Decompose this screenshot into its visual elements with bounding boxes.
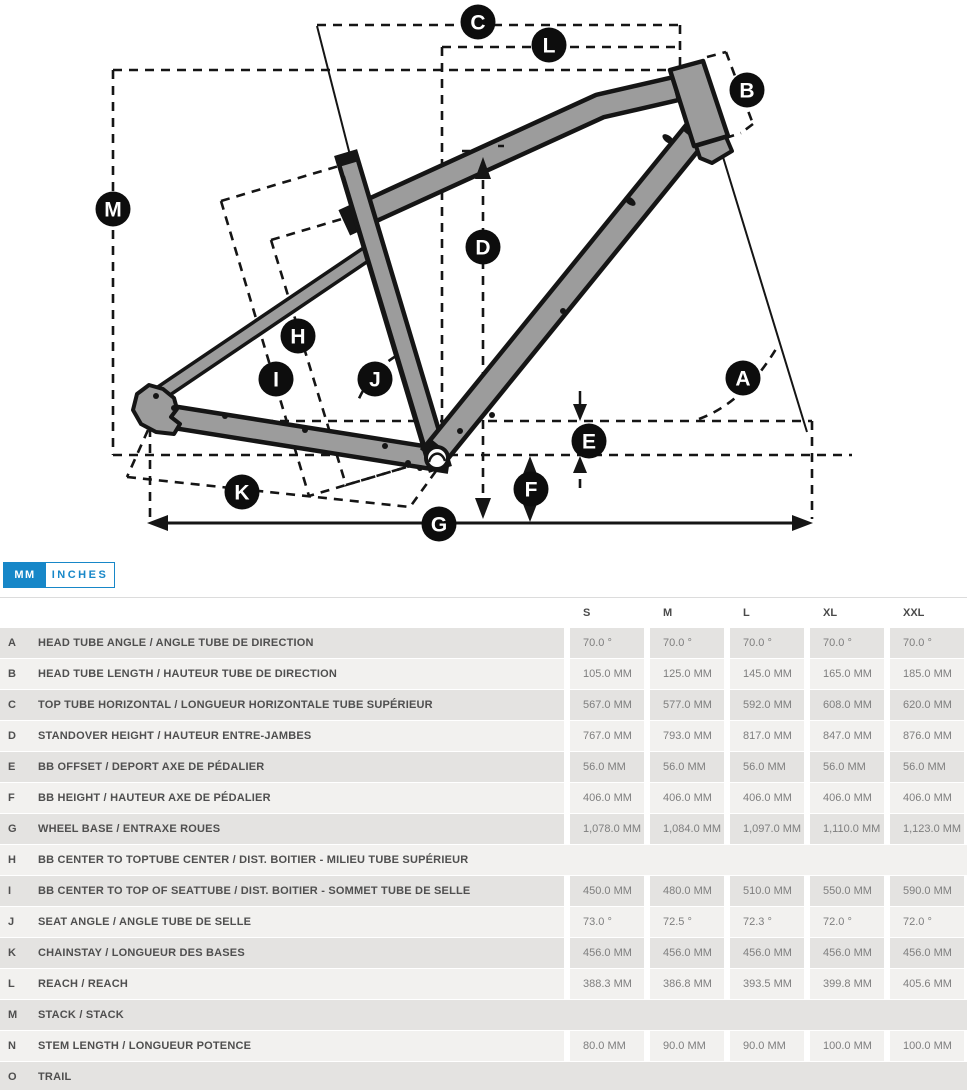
size-column-header: XXL [903,607,925,619]
table-row [0,783,967,813]
row-value: 56.0 MM [570,752,644,782]
row-value: 767.0 MM [570,721,644,751]
row-value: 456.0 MM [890,938,964,968]
row-letter: M [8,1009,18,1021]
row-value: 185.0 MM [890,659,964,689]
badge-B [730,73,765,108]
spec-table-rows [0,628,967,1090]
row-value: 456.0 MM [650,938,724,968]
row-value: 105.0 MM [570,659,644,689]
row-value: 450.0 MM [570,876,644,906]
size-column-header: M [663,607,673,619]
row-label-cell [0,938,564,968]
row-name: BB CENTER TO TOPTUBE CENTER / DIST. BOITIER - MILIEU TUBE SUPÉRIEUR [38,854,469,866]
row-name: CHAINSTAY / LONGUEUR DES BASES [38,947,245,959]
row-value: 165.0 MM [810,659,884,689]
row-label-cell [0,690,564,720]
size-column-header: L [743,607,750,619]
row-name: BB OFFSET / DEPORT AXE DE PÉDALIER [38,761,265,773]
row-name: HEAD TUBE ANGLE / ANGLE TUBE DE DIRECTION [38,637,314,649]
tab-inches[interactable]: INCHES [46,563,114,587]
row-value: 406.0 MM [890,783,964,813]
row-value: 70.0 ° [650,628,724,658]
svg-text:M: M [104,198,122,222]
row-value: 1,078.0 MM [570,814,644,844]
row-name: WHEEL BASE / ENTRAXE ROUES [38,823,221,835]
svg-text:L: L [542,34,556,58]
row-letter: A [8,637,16,649]
badge-K [225,475,260,510]
badge-D [466,230,501,265]
row-value: 406.0 MM [650,783,724,813]
badge-A [726,361,761,396]
row-value: 817.0 MM [730,721,804,751]
row-value: 72.5 ° [650,907,724,937]
geometry-spec-table [0,597,967,1090]
row-letter: L [8,978,15,990]
svg-text:A: A [735,367,751,391]
svg-text:H: H [290,325,306,349]
row-value: 70.0 ° [730,628,804,658]
row-value: 608.0 MM [810,690,884,720]
table-row [0,1031,967,1061]
row-value: 72.0 ° [890,907,964,937]
row-value: 1,097.0 MM [730,814,804,844]
row-label-cell [0,969,564,999]
badge-M [96,192,131,227]
row-value: 480.0 MM [650,876,724,906]
badge-I [259,362,294,397]
row-value: 577.0 MM [650,690,724,720]
row-value: 620.0 MM [890,690,964,720]
svg-text:I: I [273,368,279,392]
row-value: 1,123.0 MM [890,814,964,844]
size-header-row [0,598,967,628]
row-name: STANDOVER HEIGHT / HAUTEUR ENTRE-JAMBES [38,730,312,742]
row-value: 393.5 MM [730,969,804,999]
row-letter: I [8,885,12,897]
badge-G [422,507,457,542]
row-value: 72.0 ° [810,907,884,937]
row-value: 80.0 MM [570,1031,644,1061]
table-row [0,690,967,720]
table-row [0,752,967,782]
row-value: 550.0 MM [810,876,884,906]
table-row [0,1062,967,1090]
svg-text:F: F [524,478,538,502]
row-value: 388.3 MM [570,969,644,999]
row-value: 90.0 MM [650,1031,724,1061]
badge-L [532,28,567,63]
table-row [0,1000,967,1030]
row-name: STACK / STACK [38,1009,124,1021]
row-value: 125.0 MM [650,659,724,689]
svg-text:G: G [430,513,448,537]
row-value: 399.8 MM [810,969,884,999]
row-letter: D [8,730,16,742]
bike-frame [133,61,732,471]
row-value: 56.0 MM [810,752,884,782]
row-value: 100.0 MM [810,1031,884,1061]
row-label-cell [0,876,564,906]
row-value: 456.0 MM [570,938,644,968]
row-value: 510.0 MM [730,876,804,906]
row-name: HEAD TUBE LENGTH / HAUTEUR TUBE DE DIRECTION [38,668,338,680]
tab-mm[interactable]: MM [4,563,46,587]
row-letter: F [8,792,15,804]
row-value: 73.0 ° [570,907,644,937]
row-value: 406.0 MM [570,783,644,813]
row-value: 1,110.0 MM [810,814,884,844]
row-value: 56.0 MM [730,752,804,782]
row-letter: J [8,916,15,928]
row-label-cell [0,845,967,875]
row-value: 100.0 MM [890,1031,964,1061]
svg-text:D: D [475,236,491,260]
badge-H [281,319,316,354]
row-value: 876.0 MM [890,721,964,751]
row-name: BB HEIGHT / HAUTEUR AXE DE PÉDALIER [38,792,271,804]
row-value: 70.0 ° [570,628,644,658]
row-label-cell [0,783,564,813]
row-label-cell [0,752,564,782]
row-letter: C [8,699,16,711]
row-value: 1,084.0 MM [650,814,724,844]
row-label-cell [0,1000,967,1030]
row-letter: N [8,1040,16,1052]
row-value: 56.0 MM [890,752,964,782]
row-label-cell [0,814,564,844]
row-value: 386.8 MM [650,969,724,999]
row-label-cell [0,1062,967,1090]
row-value: 90.0 MM [730,1031,804,1061]
table-row [0,938,967,968]
svg-text:J: J [369,368,381,392]
svg-text:E: E [581,430,597,454]
row-value: 592.0 MM [730,690,804,720]
svg-text:K: K [234,481,250,505]
table-row [0,969,967,999]
row-letter: B [8,668,16,680]
badge-C [461,5,496,40]
row-letter: K [8,947,16,959]
row-value: 70.0 ° [810,628,884,658]
row-name: STEM LENGTH / LONGUEUR POTENCE [38,1040,252,1052]
table-row [0,876,967,906]
row-value: 72.3 ° [730,907,804,937]
svg-text:B: B [739,79,755,103]
unit-tabs [3,562,115,588]
row-label-cell [0,628,564,658]
table-row [0,659,967,689]
row-value: 56.0 MM [650,752,724,782]
row-value: 406.0 MM [730,783,804,813]
row-value: 847.0 MM [810,721,884,751]
row-value: 456.0 MM [730,938,804,968]
row-label-cell [0,1031,564,1061]
row-letter: H [8,854,16,866]
row-value: 456.0 MM [810,938,884,968]
table-row [0,845,967,875]
row-letter: G [8,823,17,835]
svg-text:C: C [470,11,486,35]
badge-F [514,472,549,507]
row-value: 567.0 MM [570,690,644,720]
row-letter: O [8,1071,17,1083]
badge-E [572,424,607,459]
row-label-cell [0,907,564,937]
row-letter: E [8,761,16,773]
table-row [0,814,967,844]
row-label-cell [0,659,564,689]
table-row [0,628,967,658]
row-name: TRAIL [38,1071,72,1083]
row-name: TOP TUBE HORIZONTAL / LONGUEUR HORIZONTALE TUBE SUPÉRIEUR [38,699,433,711]
row-name: BB CENTER TO TOP OF SEATTUBE / DIST. BOITIER - SOMMET TUBE DE SELLE [38,885,471,897]
row-value: 70.0 ° [890,628,964,658]
row-value: 590.0 MM [890,876,964,906]
row-value: 145.0 MM [730,659,804,689]
badge-J [358,362,393,397]
row-label-cell [0,721,564,751]
row-name: REACH / REACH [38,978,128,990]
size-column-header: S [583,607,591,619]
table-row [0,907,967,937]
row-value: 405.6 MM [890,969,964,999]
row-value: 406.0 MM [810,783,884,813]
table-row [0,721,967,751]
size-column-header: XL [823,607,838,619]
row-value: 793.0 MM [650,721,724,751]
row-name: SEAT ANGLE / ANGLE TUBE DE SELLE [38,916,252,928]
